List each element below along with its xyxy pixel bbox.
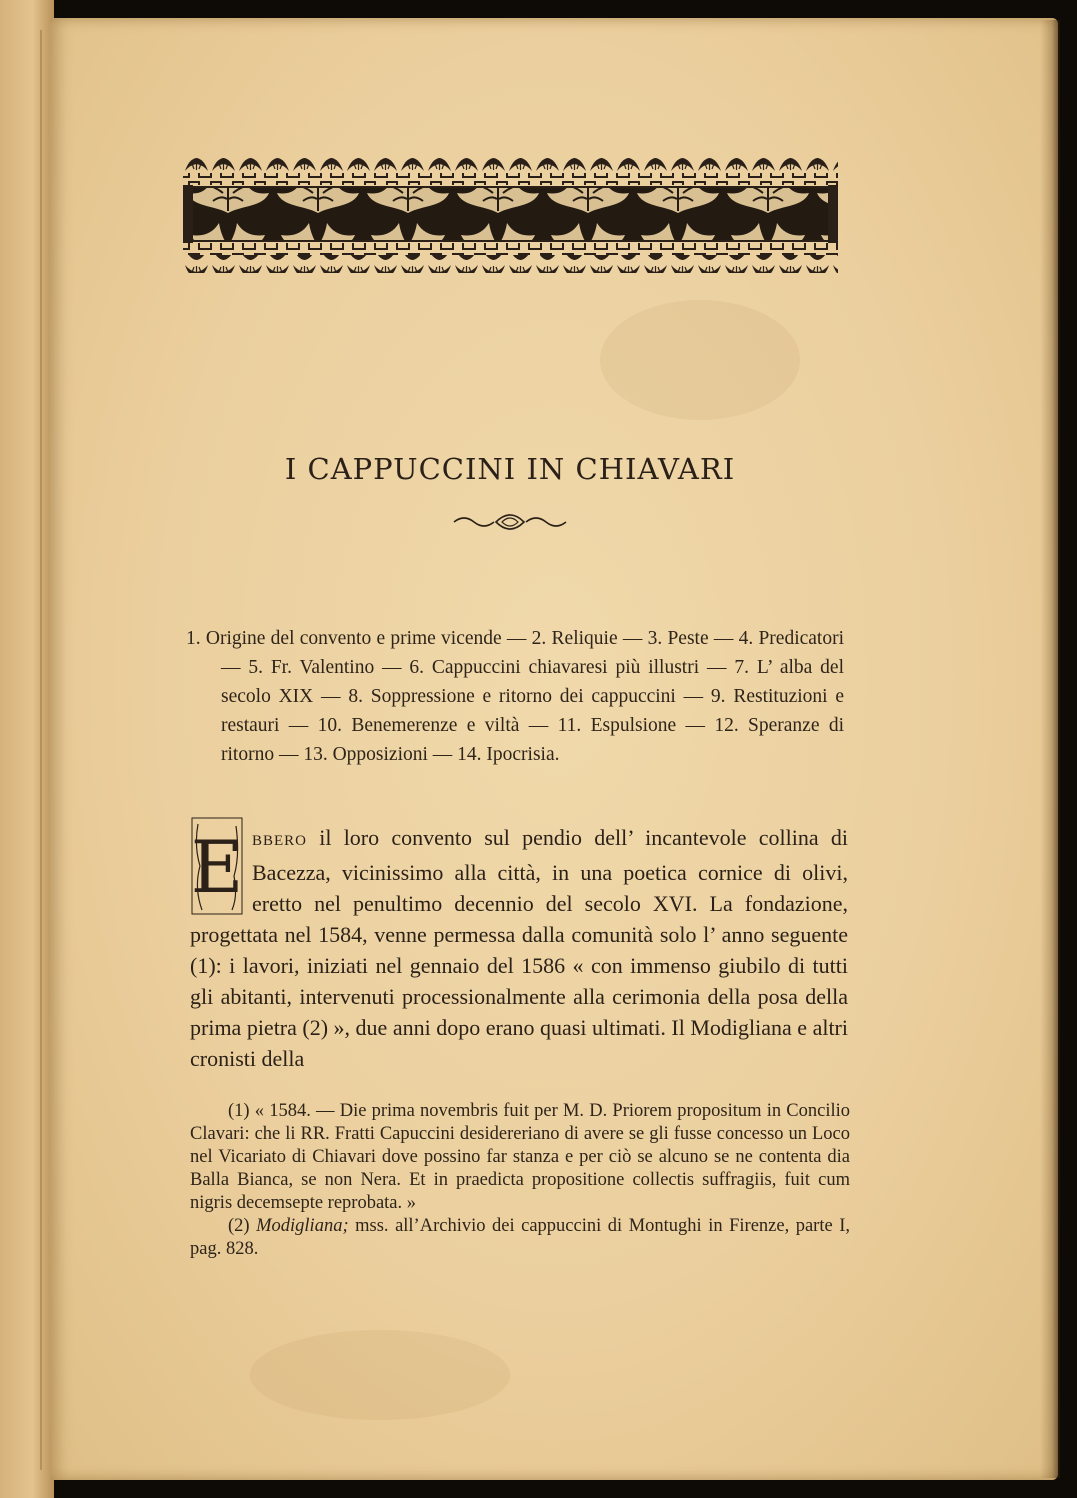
paper-stain	[250, 1330, 510, 1420]
body-text: il loro convento sul pendio dell’ incantevole collina di Bacezza, vicinissimo alla città, in una poetica cornice di olivi, eretto nel penultimo decennio del secolo XVI. La fondazione, progettata nel 1584, venne permessa dalla comunità solo l’ anno seguente (1): i lavori, iniziati nel gennaio del 1586 « con immenso giubilo di tutti gli abitanti, intervenuti processionalmente alla cerimonia della posa della prima pietra (2) », due anni dopo erano quasi ultimati. Il Modigliana e altri cronisti della	[190, 825, 848, 1071]
flourish-ornament	[452, 510, 568, 534]
footnote-2-text: mss. all’Archivio dei cappuccini di Montughi in Firenze, parte I, pag. 828.	[190, 1216, 851, 1259]
chapter-title: I CAPPUCCINI IN CHIAVARI	[284, 452, 736, 486]
footnote-2-number: (2)	[228, 1216, 250, 1236]
header-ornament	[183, 155, 838, 273]
footnote-2-source: Modigliana;	[256, 1216, 349, 1236]
chapter-summary: 1. Origine del convento e prime vicende — 2. Reliquie — 3. Peste — 4. Predicatori — 5. Fr. Valentino — 6. Cappuccini chiavaresi più illustri — 7. L’ alba del secolo XIX — 8. Soppressione e ritorno dei cappuccini — 9. Restituzioni e restauri — 10. Benemerenze e viltà — 11. Espulsione — 12. Speranze di ritorno — 13. Opposizioni — 14. Ipocrisia.	[186, 628, 844, 765]
drop-cap-letter: E	[190, 825, 244, 909]
footnotes	[190, 1100, 850, 1261]
footnote-1-text: « 1584. — Die prima novembris fuit per M. D. Priorem propositum in Concilio Clavari: che li RR. Fratti Capuccini desidereriano di avere se gli fusse concesso un Loco nel Vicariato di Chiavari dove possino far stanza e per ciò se alcuno se ne contenta dia Balla Bianca, se non Nera. Et in praedicta propositione collectis suffragiis, fuit cum nigris decemsepte reprobata. »	[190, 1101, 850, 1213]
drop-cap-space	[190, 822, 252, 912]
footnote-2	[190, 1215, 850, 1261]
facing-page-edge	[0, 0, 54, 1498]
body-first-word: BBERO	[252, 833, 308, 849]
facing-page-crease	[40, 30, 42, 1470]
paper-stain	[600, 300, 800, 420]
page-edge-shadow	[1040, 20, 1060, 1478]
footnote-1	[190, 1100, 850, 1215]
footnote-1-number: (1)	[228, 1101, 250, 1121]
body-paragraph	[190, 822, 848, 1074]
